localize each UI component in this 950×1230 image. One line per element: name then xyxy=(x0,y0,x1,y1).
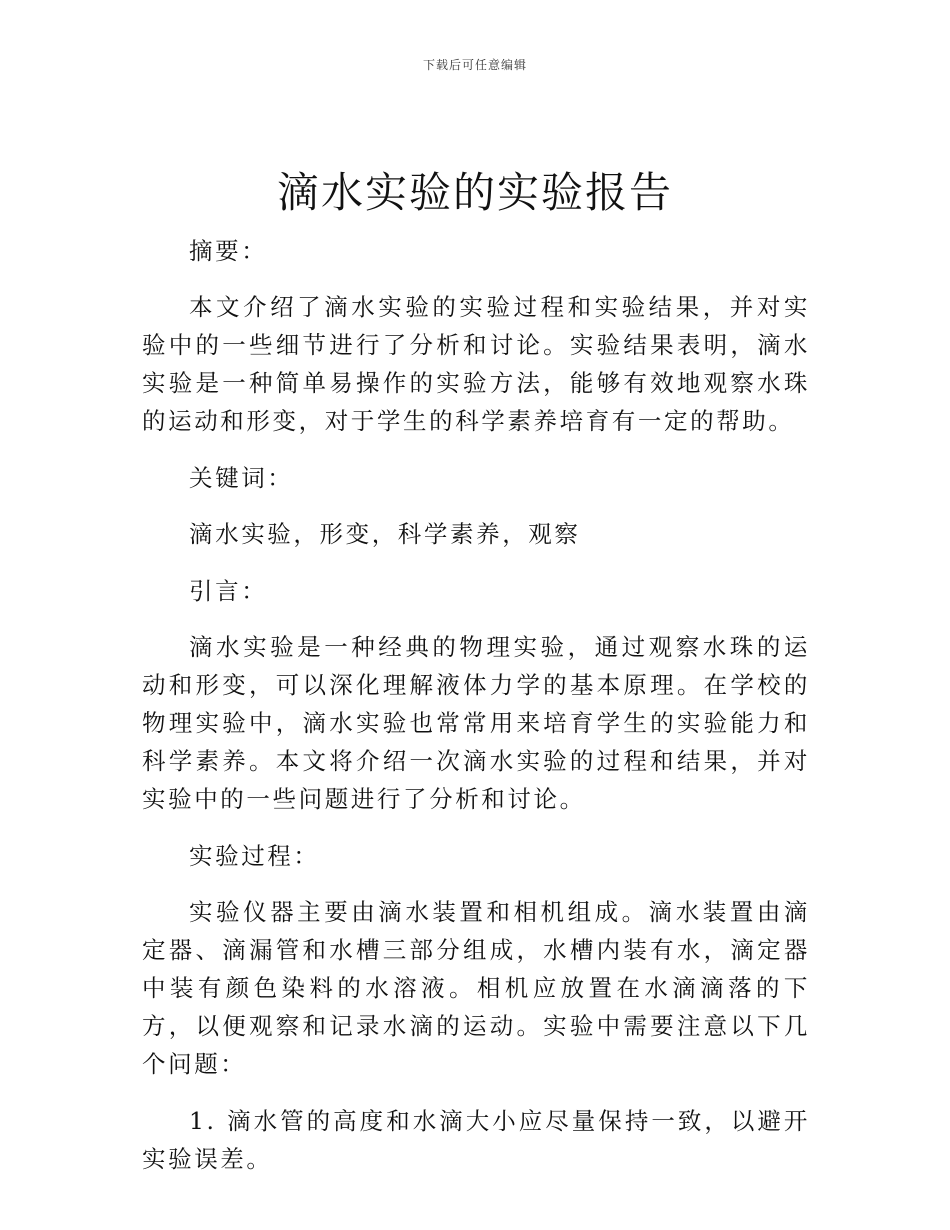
keywords-paragraph: 滴水实验，形变，科学素养，观察 xyxy=(189,520,581,548)
process-paragraph: 实验仪器主要由滴水装置和相机组成。滴水装置由滴定器、滴漏管和水槽三部分组成，水槽内装有水，滴定器中装有颜色染料的水溶液。相机应放置在水滴滴落的下方，以便观察和记录水滴的运动。实验中需要注意以下几个问题： xyxy=(142,898,810,1078)
page-title: 滴水实验的实验报告 xyxy=(276,168,673,217)
intro-heading: 引言： xyxy=(189,577,268,605)
intro-paragraph: 滴水实验是一种经典的物理实验，通过观察水珠的运动和形变，可以深化理解液体力学的基本原理。在学校的物理实验中，滴水实验也常常用来培育学生的实验能力和科学素养。本文将介绍一次滴水实验的过程和结果，并对实验中的一些问题进行了分析和讨论。 xyxy=(142,633,810,813)
abstract-heading: 摘要： xyxy=(189,237,268,265)
abstract-paragraph: 本文介绍了滴水实验的实验过程和实验结果，并对实验中的一些细节进行了分析和讨论。实验结果表明，滴水实验是一种简单易操作的实验方法，能够有效地观察水珠的运动和形变，对于学生的科学素养培育有一定的帮助。 xyxy=(142,293,810,435)
page-header-note: 下载后可任意编辑 xyxy=(422,58,527,72)
list-item: 1. 滴水管的高度和水滴大小应尽量保持一致，以避开实验误差。 xyxy=(142,1107,810,1173)
document-body xyxy=(142,232,810,1197)
process-heading: 实验过程： xyxy=(189,842,320,870)
keywords-heading: 关键词： xyxy=(189,464,294,492)
